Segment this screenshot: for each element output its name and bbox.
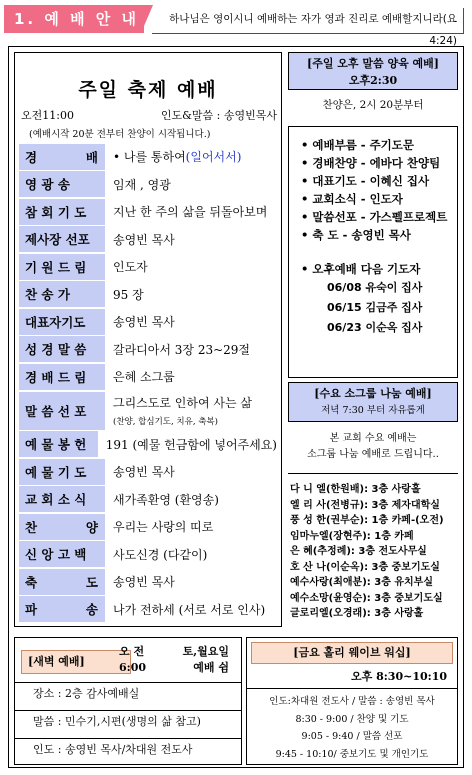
dawn-leader: 인도 : 송영빈 목사/차대원 전도사 <box>15 738 241 760</box>
order-value-text: 우리는 사랑의 띠로 <box>113 520 214 535</box>
order-label <box>19 144 105 170</box>
order-value <box>105 258 148 275</box>
order-value-note: (일어서서) <box>185 150 242 165</box>
list-item: 06/15 김금주 집사 <box>327 301 423 314</box>
next-prayer-title: • 오후예배 다음 기도자 <box>301 262 421 276</box>
order-value-text: 새가족환영 (환영송) <box>113 492 219 507</box>
small-group-list <box>290 480 458 620</box>
wednesday-service-header <box>288 382 458 422</box>
order-label-text: 신 앙 고 백 <box>25 547 87 563</box>
friday-title: [금요 홀리 웨이브 워십] <box>251 642 453 664</box>
list-item: 8:30 - 9:00 / 찬양 및 기도 <box>295 713 409 725</box>
order-label <box>19 199 105 225</box>
order-label-text: 파 <box>25 602 38 618</box>
order-label-text: 송 <box>85 602 98 618</box>
list-item: 인도:차대원 전도사 / 말씀 : 송영빈 목사 <box>269 696 435 707</box>
order-row <box>19 431 277 459</box>
order-row <box>19 513 277 541</box>
order-row <box>19 226 277 254</box>
service-title: 주일 축제 예배 <box>78 79 218 101</box>
order-value <box>105 368 175 385</box>
service-info <box>21 107 277 123</box>
sunday-service-panel <box>14 52 282 627</box>
list-item: • 교회소식 - 인도자 <box>301 192 403 206</box>
order-value <box>105 546 207 563</box>
order-row <box>19 391 277 431</box>
order-label-text: 성 경 말 씀 <box>25 342 87 358</box>
order-row <box>19 596 277 624</box>
order-row <box>19 253 277 281</box>
order-value <box>105 394 252 427</box>
order-label <box>19 254 105 280</box>
list-item: • 말씀선포 - 가스펠프로젝트 <box>301 210 448 224</box>
afternoon-time: 오후2:30 <box>348 74 398 87</box>
order-label-text: 찬 <box>25 519 38 535</box>
wednesday-title: [수요 소그룹 나눔 예배] <box>314 387 432 400</box>
order-value-text: 95 장 <box>113 287 144 302</box>
dawn-rest: 예배 쉼 <box>193 661 229 674</box>
dawn-am: 오 전 <box>119 645 145 658</box>
order-value-sub: (찬양, 합심기도, 치유, 축복) <box>113 417 218 427</box>
order-value <box>105 176 171 193</box>
order-value-text: 송영빈 목사 <box>113 232 175 247</box>
order-label <box>19 459 105 485</box>
order-value <box>105 203 267 220</box>
order-value-text: 그리스도로 인하여 사는 삶 <box>113 396 252 410</box>
order-label-text: 도 <box>85 574 98 590</box>
order-label-text: 말 씀 선 포 <box>25 403 87 419</box>
dawn-place: 장소 : 2층 감사예배실 <box>15 682 241 704</box>
order-label <box>19 226 105 252</box>
friday-schedule <box>247 688 457 763</box>
order-row <box>19 363 277 391</box>
list-item: 글로리엘(오경래): 3층 사랑홀 <box>290 608 424 619</box>
section-header <box>0 0 472 47</box>
service-leader: 인도&말씀 : 송영빈목사 <box>160 109 277 122</box>
afternoon-service-header <box>288 52 458 90</box>
order-value <box>98 436 277 453</box>
order-row <box>19 541 277 569</box>
order-row <box>19 143 277 171</box>
list-item: 호 산 나(이순옥): 3층 중보기도실 <box>290 561 440 573</box>
order-value-text: • 나를 통하여 <box>113 150 186 165</box>
header-verse: 하나님은 영이시니 예배하는 자가 영과 진리로 예배할지니라(요 4:24) <box>152 8 464 34</box>
dawn-word: 말씀 : 민수기,시편(생명의 삶 참고) <box>15 710 241 732</box>
order-row <box>19 568 277 596</box>
dawn-title: [새벽 예배] <box>21 650 131 674</box>
order-value <box>105 491 219 508</box>
dawn-hour: 6:00 <box>119 661 147 674</box>
list-item: 풍 성 한(권부순): 1층 카페-(오전) <box>290 515 444 526</box>
order-label-text: 제사장 선포 <box>25 232 90 248</box>
order-value-text: 인도자 <box>113 260 148 275</box>
order-value-text: 191 (예물 헌금함에 넣어주세요) <box>105 437 277 452</box>
dawn-service-panel <box>14 637 242 765</box>
service-time: 오전11:00 <box>21 109 74 122</box>
order-row <box>19 281 277 309</box>
order-label <box>19 364 105 390</box>
service-note: (예배시작 20분 전부터 찬양이 시작됩니다.) <box>29 129 211 140</box>
order-label <box>19 171 105 197</box>
order-row <box>19 336 277 364</box>
order-row <box>19 458 277 486</box>
afternoon-praise-note: 찬양은, 2시 20분부터 <box>322 99 424 111</box>
order-of-service <box>19 143 277 623</box>
order-label-text: 찬 송 가 <box>25 287 70 303</box>
order-value-text: 사도신경 (다같이) <box>113 547 208 562</box>
friday-time: 오후 8:30~10:10 <box>351 670 447 683</box>
order-value-text: 지난 한 주의 삶을 뒤돌아보며 <box>113 205 268 220</box>
list-item: • 대표기도 - 이혜신 집사 <box>301 174 430 188</box>
order-row <box>19 308 277 336</box>
order-label <box>19 336 105 362</box>
order-label-text: 대표자기도 <box>25 314 86 330</box>
order-label <box>19 431 98 457</box>
order-value-text: 갈라디아서 3장 23~29절 <box>113 342 251 357</box>
order-value <box>105 313 175 330</box>
list-item: • 축 도 - 송영빈 목사 <box>301 228 411 242</box>
list-item: 9:45 - 10:10/ 중보기도 및 개인기도 <box>275 748 429 760</box>
order-value <box>105 463 175 480</box>
wednesday-note-line: 소그룹 나눔 예배로 드립니다.. <box>307 449 439 460</box>
wednesday-note <box>288 428 458 474</box>
order-label <box>19 392 105 430</box>
afternoon-order-list <box>288 126 458 378</box>
list-item: • 경배찬양 - 에바다 찬양팀 <box>301 156 441 170</box>
order-value-text: 송영빈 목사 <box>113 465 175 480</box>
list-item: 06/08 유숙이 집사 <box>327 281 423 294</box>
order-value <box>105 601 265 618</box>
order-label-text: 경 <box>25 149 38 165</box>
list-item: 엘 리 사(전병규): 3층 제자대학실 <box>290 499 440 511</box>
order-label <box>19 309 105 335</box>
order-value-text: 임재 , 영광 <box>113 177 171 192</box>
dawn-time <box>119 644 239 676</box>
order-value-text: 송영빈 목사 <box>113 575 175 590</box>
order-value-text: 나가 전하세 (서로 서로 인사) <box>113 602 266 617</box>
wednesday-time: 저녁 7:30 부터 자유롭게 <box>321 405 425 416</box>
order-label-text: 참 회 기 도 <box>25 204 87 220</box>
list-item: 9:05 - 9:40 / 말씀 선포 <box>301 731 403 742</box>
order-value <box>105 341 250 358</box>
order-label-text: 예 물 봉 헌 <box>25 437 87 453</box>
order-value <box>105 573 175 590</box>
list-item: 다 니 엘(한원배): 3층 사랑홀 <box>290 484 421 495</box>
list-item: 06/23 이순옥 집사 <box>327 321 423 334</box>
order-label <box>19 541 105 567</box>
order-value-text: 은혜 소그룹 <box>113 370 175 385</box>
list-item: 은 혜(추정례): 3층 전도사무실 <box>290 546 427 557</box>
wednesday-note-line: 본 교회 수요 예배는 <box>329 433 417 444</box>
order-value <box>105 231 175 248</box>
order-row <box>19 486 277 514</box>
order-label-text: 기 원 드 림 <box>25 259 87 275</box>
order-label-text: 축 <box>25 574 38 590</box>
order-label-text: 교 회 소 식 <box>25 492 87 508</box>
order-value-text: 송영빈 목사 <box>113 315 175 330</box>
order-label <box>19 281 105 307</box>
order-row <box>19 171 277 199</box>
order-label <box>19 514 105 540</box>
order-value <box>105 286 144 303</box>
friday-service-panel <box>246 637 458 765</box>
order-label-text: 배 <box>85 149 98 165</box>
order-label <box>19 596 105 622</box>
order-label-text: 예 물 기 도 <box>25 464 87 480</box>
afternoon-title: [주일 오후 말씀 양육 예배] <box>307 57 439 70</box>
order-label-text: 경 배 드 림 <box>25 369 87 385</box>
order-label-text: 양 <box>85 519 98 535</box>
section-title: 1. 예 배 안 내 <box>4 5 144 33</box>
order-label <box>19 569 105 595</box>
list-item: 임마누엘(장현주): 1층 카페 <box>290 530 414 542</box>
list-item: 예수소망(윤영순): 3층 중보기도실 <box>290 592 443 604</box>
dawn-days: 토,월요일 <box>182 645 229 658</box>
order-value <box>105 518 213 535</box>
list-item: 예수사랑(최애분): 3층 유치부실 <box>290 577 433 588</box>
order-row <box>19 198 277 226</box>
order-label-text: 영 광 송 <box>25 177 70 193</box>
order-label <box>19 486 105 512</box>
order-value <box>105 148 241 165</box>
list-item: • 예배부름 - 주기도문 <box>301 138 415 152</box>
